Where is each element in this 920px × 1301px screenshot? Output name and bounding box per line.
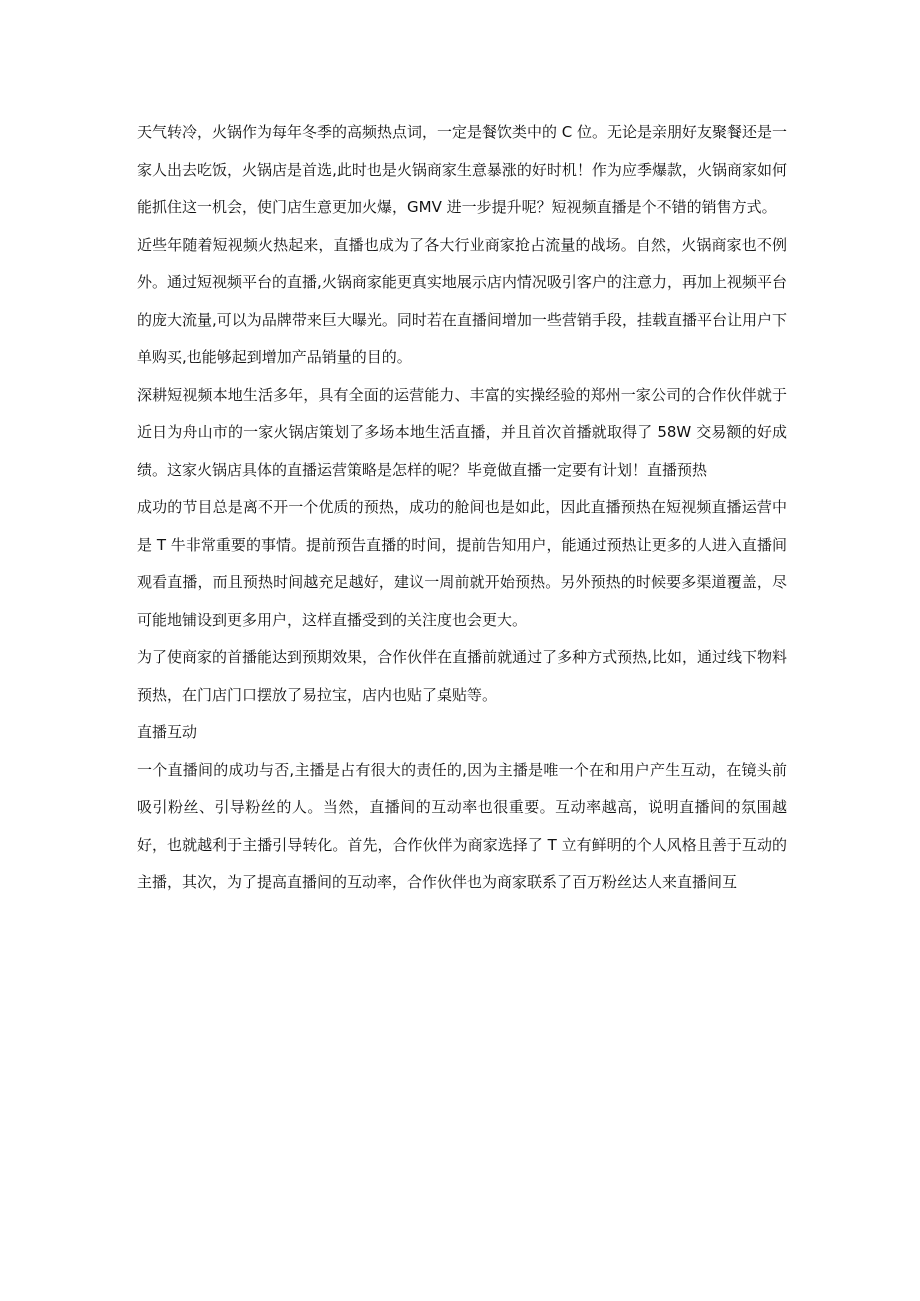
paragraph: 成功的节目总是离不开一个优质的预热，成功的舱间也是如此，因此直播预热在短视频直播运营中是 T 牛非常重要的事情。提前预告直播的时间，提前告知用户，能通过预热让更多的人进入直播间观看直播，而且预热时间越充足越好，建议一周前就开始预热。另外预热的时候要多渠道覆盖，尽可能地铺设到更多用户，这样直播受到的关注度也会更大。 bbox=[137, 498, 787, 629]
paragraph: 近些年随着短视频火热起来，直播也成为了各大行业商家抢占流量的战场。自然，火锅商家也不例外。通过短视频平台的直播,火锅商家能更真实地展示店内情况吸引客户的注意力，再加上视频平台的庞大流量,可以为品牌带来巨大曝光。同时若在直播间增加一些营销手段，挂载直播平台让用户下单购买,也能够起到增加产品销量的目的。 bbox=[137, 235, 787, 366]
section-heading: 直播互动 bbox=[137, 723, 198, 741]
paragraph: 天气转冷，火锅作为每年冬季的高频热点词，一定是餐饮类中的 C 位。无论是亲朋好友聚餐还是一家人出去吃饭，火锅店是首选,此时也是火锅商家生意暴涨的好时机！作为应季爆款，火锅商家如何能抓住这一机会，使门店生意更加火爆，GMV 进一步提升呢？短视频直播是个不错的销售方式。 bbox=[137, 123, 788, 216]
document-body bbox=[137, 114, 787, 902]
paragraph: 为了使商家的首播能达到预期效果，合作伙伴在直播前就通过了多种方式预热,比如，通过线下物料预热，在门店门口摆放了易拉宝，店内也贴了桌贴等。 bbox=[137, 648, 787, 704]
paragraph: 一个直播间的成功与否,主播是占有很大的责任的,因为主播是唯一个在和用户产生互动，在镜头前吸引粉丝、引导粉丝的人。当然，直播间的互动率也很重要。互动率越高，说明直播间的氛围越好，也就越利于主播引导转化。首先，合作伙伴为商家选择了 T 立有鲜明的个人风格且善于互动的主播，其次，为了提高直播间的互动率，合作伙伴也为商家联系了百万粉丝达人来直播间互 bbox=[137, 760, 787, 891]
paragraph: 深耕短视频本地生活多年，具有全面的运营能力、丰富的实操经验的郑州一家公司的合作伙伴就于近日为舟山市的一家火锅店策划了多场本地生活直播，并且首次首播就取得了 58W 交易额的好成绩。这家火锅店具体的直播运营策略是怎样的呢？毕竟做直播一定要有计划！直播预热 bbox=[137, 385, 787, 479]
